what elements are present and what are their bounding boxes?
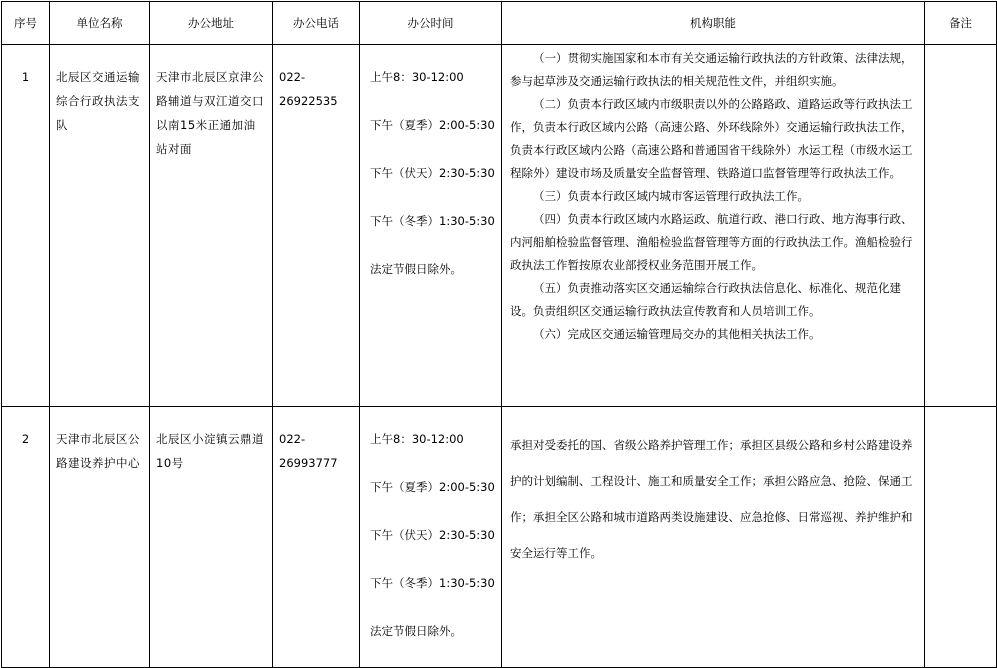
function-item: （三）负责本行政区域内城市客运管理行政执法工作。: [533, 189, 809, 203]
cell-address: 天津市北辰区京津公路辅道与双江道交口以南15米正通加油站对面: [150, 45, 273, 407]
hours-morning: 上午8：30-12:00: [370, 70, 464, 84]
hours-dog-days: 下午（伏天）2:30-5:30: [370, 528, 495, 542]
hours-morning: 上午8：30-12:00: [370, 432, 464, 446]
header-remark: 备注: [925, 2, 997, 45]
function-item: （五）负责推动落实区交通运输综合行政执法信息化、标准化、规范化建设。负责组织区交通运输行政执法宣传教育和人员培训工作。: [510, 281, 901, 318]
hours-dog-days: 下午（伏天）2:30-5:30: [370, 166, 495, 180]
cell-address: 北辰区小淀镇云鼎道10号: [150, 407, 273, 668]
header-unit-name: 单位名称: [50, 2, 150, 45]
hours-summer: 下午（夏季）2:00-5:30: [370, 480, 495, 494]
header-address: 办公地址: [150, 2, 273, 45]
function-item: 承担对受委托的国、省级公路养护管理工作；承担区县级公路和乡村公路建设养护的计划编制、工程设计、施工和质量安全工作；承担公路应急、抢险、保通工作；承担全区公路和城市道路两类设施建设、应急抢修、日常巡视、养护维护和安全运行等工作。: [510, 438, 913, 560]
cell-remark: [925, 407, 997, 668]
header-office-hours: 办公时间: [360, 2, 502, 45]
hours-summer: 下午（夏季）2:00-5:30: [370, 118, 495, 132]
hours-winter: 下午（冬季）1:30-5:30: [370, 214, 495, 228]
cell-unit-name: 北辰区交通运输综合行政执法支队: [50, 45, 150, 407]
table-header-row: [2, 2, 997, 45]
cell-phone: 022-26922535: [273, 45, 360, 407]
cell-phone: 022-26993777: [273, 407, 360, 668]
table-row: [2, 407, 997, 668]
hours-winter: 下午（冬季）1:30-5:30: [370, 576, 495, 590]
function-item: （二）负责本行政区域内市级职责以外的公路路政、道路运政等行政执法工作，负责本行政区域内公路（高速公路、外环线除外）交通运输行政执法工作，负责本行政区域内公路（高速公路和普通国省干线除外）水运工程（市级水运工程除外）建设市场及质量安全监督管理、铁路道口监督管理等行政执法工作。: [510, 97, 913, 180]
hours-holiday-note: 法定节假日除外。: [370, 262, 462, 276]
hours-holiday-note: 法定节假日除外。: [370, 624, 462, 638]
cell-seq: 2: [2, 407, 50, 668]
organization-table: [1, 1, 997, 668]
cell-remark: [925, 45, 997, 407]
cell-functions: [502, 45, 925, 407]
cell-office-hours: [360, 407, 502, 668]
cell-unit-name: 天津市北辰区公路建设养护中心: [50, 407, 150, 668]
cell-office-hours: [360, 45, 502, 407]
cell-functions: [502, 407, 925, 668]
function-item: （一）贯彻实施国家和本市有关交通运输行政执法的方针政策、法律法规，参与起草涉及交通运输行政执法的相关规范性文件，并组织实施。: [510, 51, 913, 88]
header-seq: 序号: [2, 2, 50, 45]
header-phone: 办公电话: [273, 2, 360, 45]
cell-seq: 1: [2, 45, 50, 407]
function-item: （四）负责本行政区域内水路运政、航道行政、港口行政、地方海事行政、内河船舶检验监督管理、渔船检验监督管理等方面的行政执法工作。渔船检验行政执法工作暂按原农业部授权业务范围开展工作。: [510, 212, 913, 272]
table-row: [2, 45, 997, 407]
function-item: （六）完成区交通运输管理局交办的其他相关执法工作。: [533, 327, 821, 341]
header-functions: 机构职能: [502, 2, 925, 45]
